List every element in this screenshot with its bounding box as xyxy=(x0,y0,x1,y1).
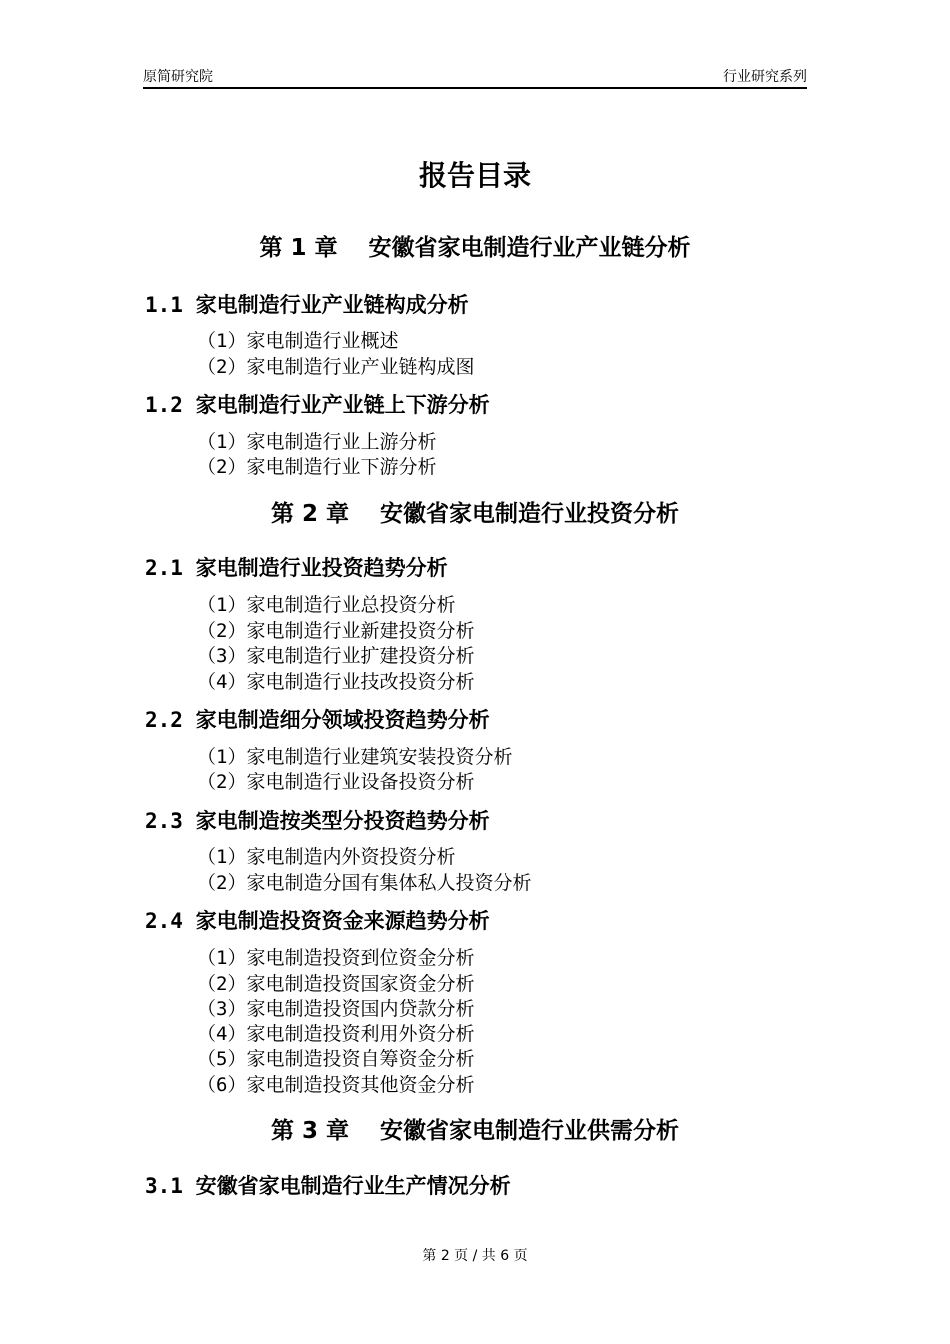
toc-item: （6）家电制造投资其他资金分析 xyxy=(197,1074,475,1096)
chapter-heading: 第 1 章 安徽省家电制造行业产业链分析 xyxy=(259,235,691,261)
section-heading: 3.1 安徽省家电制造行业生产情况分析 xyxy=(145,1174,511,1198)
toc-item: （1）家电制造行业概述 xyxy=(197,330,399,352)
toc-item: （1）家电制造投资到位资金分析 xyxy=(197,947,475,969)
toc-item: （2）家电制造行业新建投资分析 xyxy=(197,620,475,642)
section-heading: 2.2 家电制造细分领域投资趋势分析 xyxy=(145,708,490,732)
section-heading: 2.4 家电制造投资资金来源趋势分析 xyxy=(145,909,490,933)
header-org: 原简研究院 xyxy=(143,69,213,85)
toc-item: （1）家电制造行业上游分析 xyxy=(197,431,437,453)
toc-item: （4）家电制造行业技改投资分析 xyxy=(197,671,475,693)
toc-item: （1）家电制造行业总投资分析 xyxy=(197,594,456,616)
toc-item: （1）家电制造内外资投资分析 xyxy=(197,846,456,868)
section-heading: 1.2 家电制造行业产业链上下游分析 xyxy=(145,393,490,417)
toc-item: （1）家电制造行业建筑安装投资分析 xyxy=(197,746,513,768)
section-heading: 2.3 家电制造按类型分投资趋势分析 xyxy=(145,809,490,833)
toc-item: （4）家电制造投资利用外资分析 xyxy=(197,1023,475,1045)
section-heading: 1.1 家电制造行业产业链构成分析 xyxy=(145,293,469,317)
toc-item: （2）家电制造行业产业链构成图 xyxy=(197,356,475,378)
section-heading: 2.1 家电制造行业投资趋势分析 xyxy=(145,556,448,580)
header-rule xyxy=(143,87,807,89)
chapter-heading: 第 3 章 安徽省家电制造行业供需分析 xyxy=(270,1118,680,1144)
toc-item: （2）家电制造行业设备投资分析 xyxy=(197,771,475,793)
chapter-heading: 第 2 章 安徽省家电制造行业投资分析 xyxy=(270,501,680,527)
toc-item: （3）家电制造投资国内贷款分析 xyxy=(197,998,475,1020)
header-series: 行业研究系列 xyxy=(723,69,807,85)
page-title: 报告目录 xyxy=(418,159,531,192)
page-footer: 第 2 页 / 共 6 页 xyxy=(422,1248,528,1264)
toc-item: （2）家电制造投资国家资金分析 xyxy=(197,973,475,995)
toc-item: （5）家电制造投资自筹资金分析 xyxy=(197,1048,475,1070)
toc-item: （2）家电制造行业下游分析 xyxy=(197,456,437,478)
toc-item: （2）家电制造分国有集体私人投资分析 xyxy=(197,872,532,894)
toc-item: （3）家电制造行业扩建投资分析 xyxy=(197,645,475,667)
